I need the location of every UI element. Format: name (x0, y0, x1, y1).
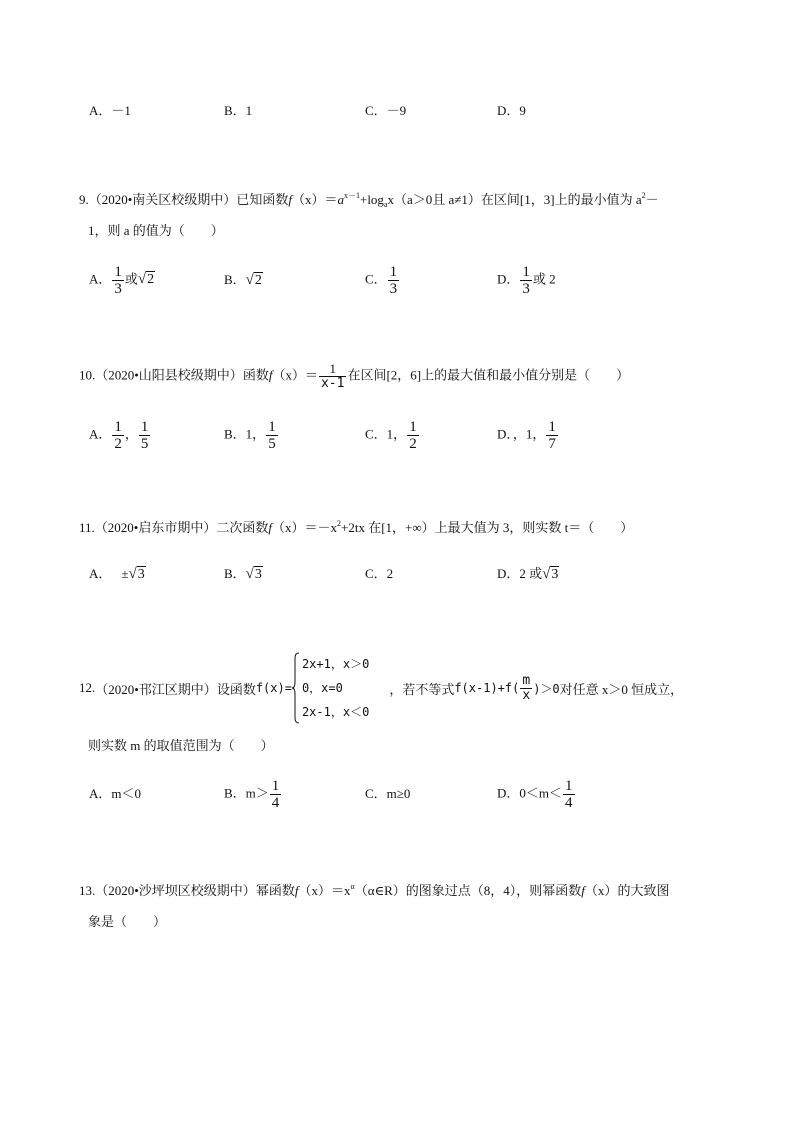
option-label: C． (365, 426, 387, 442)
option-label: B． (224, 272, 246, 287)
separator: ， (124, 426, 138, 442)
fraction (112, 419, 124, 452)
option-label: A． (89, 566, 112, 581)
q12-stem-line1 (79, 650, 683, 726)
option-text: 0＜m＜ (519, 785, 563, 801)
function-arg: （x） (298, 883, 331, 898)
radicand: 3 (254, 567, 262, 582)
equals-sign: ＝－x (304, 520, 338, 535)
stem-text: ，若不等式 (389, 681, 455, 697)
q11-option-c (365, 564, 393, 584)
denominator: 7 (548, 436, 556, 452)
option-label: A． (89, 271, 112, 287)
plus-minus: ± (121, 566, 129, 581)
q12-option-a (89, 784, 141, 804)
option-text: 1， (245, 426, 266, 442)
equals-sign: ＝x (330, 883, 351, 898)
numerator: 1 (522, 264, 530, 280)
q12-option-c (365, 784, 410, 804)
stem-text: 幂函数 (255, 883, 295, 898)
stem-text: 函数 (242, 367, 269, 383)
question-source: （2020•南关区校级期中） (88, 192, 237, 207)
option-label: B． (224, 566, 246, 581)
option-label: D． (497, 566, 520, 581)
q11-option-d (497, 564, 559, 585)
question-number: 13. (79, 883, 96, 898)
stem-condition: （a＞0且 a≠1）在区间[1，3]上的最小值为 a (394, 192, 642, 207)
option-text: m≥0 (386, 786, 411, 801)
q8-option-a (89, 101, 131, 121)
denominator: 3 (114, 281, 122, 297)
fraction (388, 264, 400, 297)
question-source: （2020•沙坪坝区校级期中） (95, 883, 256, 898)
question-number: 10. (79, 367, 96, 383)
fraction (139, 419, 151, 452)
question-number: 12. (79, 680, 96, 695)
option-label: C． (365, 271, 387, 287)
radicand: 3 (137, 567, 145, 582)
stem-tail: － (645, 192, 659, 207)
option-label: C． (365, 103, 387, 118)
option-label: D． (497, 103, 520, 118)
option-label: D． (497, 785, 520, 801)
square-root: √3 (245, 566, 262, 582)
q8-option-b (224, 101, 252, 121)
denominator: x (522, 687, 531, 703)
denominator: 5 (268, 436, 276, 452)
stem-text: 二次函数 (216, 520, 269, 535)
denominator: 2 (114, 436, 122, 452)
q13-stem-line2: 象是（ ） (88, 914, 167, 929)
numerator: 1 (271, 778, 280, 794)
fraction (319, 362, 346, 391)
option-text: m＞ (245, 785, 269, 801)
exponent: x－1 (343, 191, 360, 200)
function-name: f (268, 520, 272, 535)
function-name: f (294, 883, 299, 898)
q13-stem-line1 (79, 881, 669, 901)
exponent: α (350, 882, 355, 891)
option-text: 9 (519, 103, 526, 118)
function-arg: （x） (272, 367, 305, 383)
case-row: 0，x=0 (301, 681, 343, 695)
base: a (337, 192, 344, 207)
radicand: 2 (147, 272, 155, 288)
option-label: D． (497, 271, 520, 287)
case-row: 2x-1，x＜0 (301, 705, 370, 719)
function-arg: （x） (271, 520, 305, 535)
equals-sign: ＝ (304, 367, 318, 383)
option-text: －9 (386, 103, 407, 118)
option-label: A． (89, 426, 112, 442)
denominator: 4 (565, 795, 573, 811)
q10-option-a (89, 419, 151, 452)
numerator: 1 (114, 419, 122, 435)
fraction (112, 264, 124, 297)
numerator: 1 (565, 778, 573, 794)
piecewise-function (292, 652, 369, 724)
option-label: A． (89, 786, 112, 801)
q8-option-d (497, 101, 526, 121)
option-label: B． (224, 103, 246, 118)
q10-option-d (497, 419, 559, 452)
denominator: 4 (271, 795, 280, 811)
option-text: －1 (111, 103, 131, 118)
function-name: f (581, 883, 585, 898)
fraction (520, 674, 532, 703)
option-text: 1， (386, 426, 407, 442)
option-text: 或 2 (532, 271, 556, 287)
inequality-part: f(x-1)+f( (454, 681, 520, 695)
function-name: f (268, 367, 273, 383)
numerator: 1 (329, 361, 336, 376)
q11-stem (79, 518, 633, 538)
denominator: x-1 (320, 376, 345, 391)
log-arg: x (387, 192, 394, 207)
radicand: 2 (254, 273, 262, 288)
square-root: √3 (128, 566, 145, 582)
option-label: B． (224, 426, 246, 442)
numerator: 1 (140, 419, 149, 435)
q9-option-b (224, 270, 263, 291)
option-label: A． (89, 103, 112, 118)
stem-text: 在区间[2，6]上的最大值和最小值分别是（ ） (347, 367, 630, 383)
function-arg: （x） (584, 883, 618, 898)
option-label: D． (497, 426, 513, 442)
fraction (546, 419, 558, 452)
q10-option-b (224, 419, 279, 452)
option-label: C． (365, 786, 387, 801)
fraction (270, 778, 282, 811)
option-text: 2 或 (519, 566, 543, 581)
square-root: √2 (137, 271, 155, 288)
numerator: 1 (548, 419, 556, 435)
fraction (563, 778, 575, 811)
denominator: 2 (409, 436, 417, 452)
option-text: ，1， (512, 426, 546, 442)
option-label: B． (224, 785, 246, 801)
stem-text: +2tx 在[1，+∞）上最大值为 3，则实数 t＝（ ） (341, 520, 634, 535)
q10-stem (79, 362, 629, 391)
denominator: 3 (522, 281, 530, 297)
option-text: m＜0 (111, 786, 142, 801)
denominator: 3 (389, 281, 398, 297)
numerator: 1 (409, 419, 417, 435)
square-root: √2 (245, 272, 262, 288)
q11-option-b (224, 564, 263, 585)
stem-text: 的大致图 (617, 883, 670, 898)
stem-text: （α∈R）的图象过点（8，4），则幂函数 (354, 883, 582, 898)
q9-option-d (497, 264, 556, 297)
question-source: （2020•山阳县校级期中） (95, 367, 243, 383)
question-number: 11. (79, 520, 95, 535)
option-text: 2 (386, 566, 394, 581)
numerator: 1 (268, 419, 276, 435)
question-source: （2020•邗江区期中） (95, 681, 217, 697)
stem-text: 对任意 x＞0 恒成立， (559, 681, 684, 697)
fraction (407, 419, 419, 452)
function-arg: （x） (291, 192, 325, 207)
square-exponent: 2 (337, 519, 342, 528)
q9-option-c (365, 264, 400, 297)
q9-stem-line2: 1，则 a 的值为（ ） (88, 223, 224, 238)
q12-option-d (497, 778, 576, 811)
function-def: f(x)= (255, 681, 292, 695)
question-number: 9. (79, 192, 89, 207)
log-text: +log (359, 192, 384, 207)
stem-text: 已知函数 (236, 192, 289, 207)
option-text: 1 (245, 103, 253, 118)
q9-stem-line1 (79, 190, 659, 210)
option-text: 或 (124, 271, 138, 287)
q9-option-a (89, 264, 155, 297)
fraction (266, 419, 278, 452)
numerator: m (522, 672, 531, 688)
square-exponent: 2 (641, 191, 646, 200)
left-brace-icon (292, 652, 300, 724)
q8-option-c (365, 101, 406, 121)
denominator: 5 (140, 436, 149, 452)
function-name: f (288, 192, 292, 207)
q10-option-c (365, 419, 420, 452)
numerator: 1 (114, 264, 122, 280)
equals-sign: ＝ (324, 192, 338, 207)
fraction (520, 264, 532, 297)
inequality-part: )＞0 (533, 681, 560, 696)
option-label: C． (365, 566, 387, 581)
question-source: （2020•启东市期中） (94, 520, 217, 535)
q12-option-b (224, 778, 282, 811)
case-row: 2x+1，x＞0 (301, 657, 370, 671)
square-root: √3 (542, 566, 559, 582)
q12-stem-line2: 则实数 m 的取值范围为（ ） (88, 738, 274, 753)
q11-option-a (89, 564, 146, 585)
radicand: 3 (551, 567, 559, 582)
numerator: 1 (389, 264, 398, 280)
stem-text: 设函数 (216, 681, 256, 697)
log-base: a (383, 200, 388, 209)
